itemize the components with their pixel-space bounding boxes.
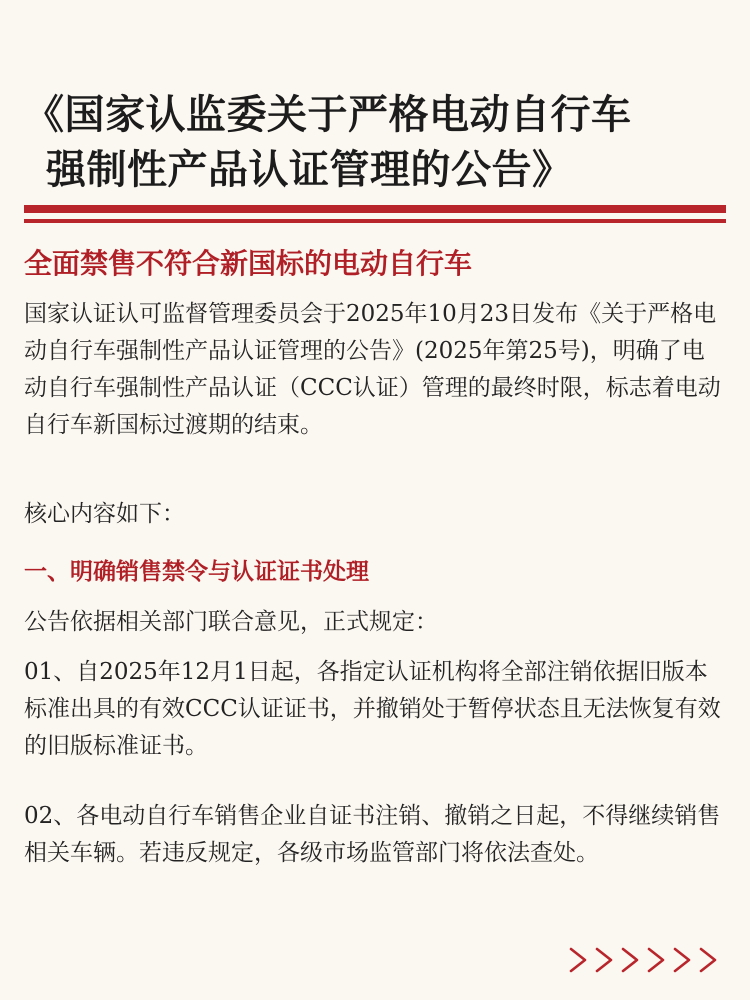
title-divider-thick	[24, 205, 726, 213]
list-item: 01、自2025年12月1日起，各指定认证机构将全部注销依据旧版本标准出具的有效CCC认证证书，并撤销处于暂停状态且无法恢复有效的旧版标准证书。	[24, 659, 721, 759]
chevron-right-icon	[566, 940, 592, 980]
chevron-right-icon	[618, 940, 644, 980]
lead-paragraph: 公告依据相关部门联合意见，正式规定：	[24, 609, 438, 635]
section-heading: 全面禁售不符合新国标的电动自行车	[24, 247, 473, 280]
title-divider-thin	[24, 219, 726, 223]
sub-heading-1: 一、明确销售禁令与认证证书处理	[24, 559, 369, 585]
chevron-right-icon	[592, 940, 618, 980]
chevron-right-icon	[644, 940, 670, 980]
chevron-right-icon	[670, 940, 696, 980]
title-line-1: 《国家认监委关于严格电动自行车	[24, 92, 632, 138]
title-line-2: 强制性产品认证管理的公告》	[46, 147, 573, 193]
intro-tail: 核心内容如下：	[24, 501, 185, 527]
page-title	[24, 88, 724, 198]
chevron-right-icon	[696, 940, 722, 980]
list-item: 02、各电动自行车销售企业自证书注销、撤销之日起，不得继续销售相关车辆。若违反规定，各级市场监管部门将依法查处。	[24, 803, 721, 866]
intro-paragraph: 国家认证认可监督管理委员会于2025年10月23日发布《关于严格电动自行车强制性产品认证管理的公告》(2025年第25号)，明确了电动自行车强制性产品认证（CCC认证）管理的最终时限，标志着电动自行车新国标过渡期的结束。	[24, 301, 721, 438]
next-arrows	[566, 940, 722, 980]
